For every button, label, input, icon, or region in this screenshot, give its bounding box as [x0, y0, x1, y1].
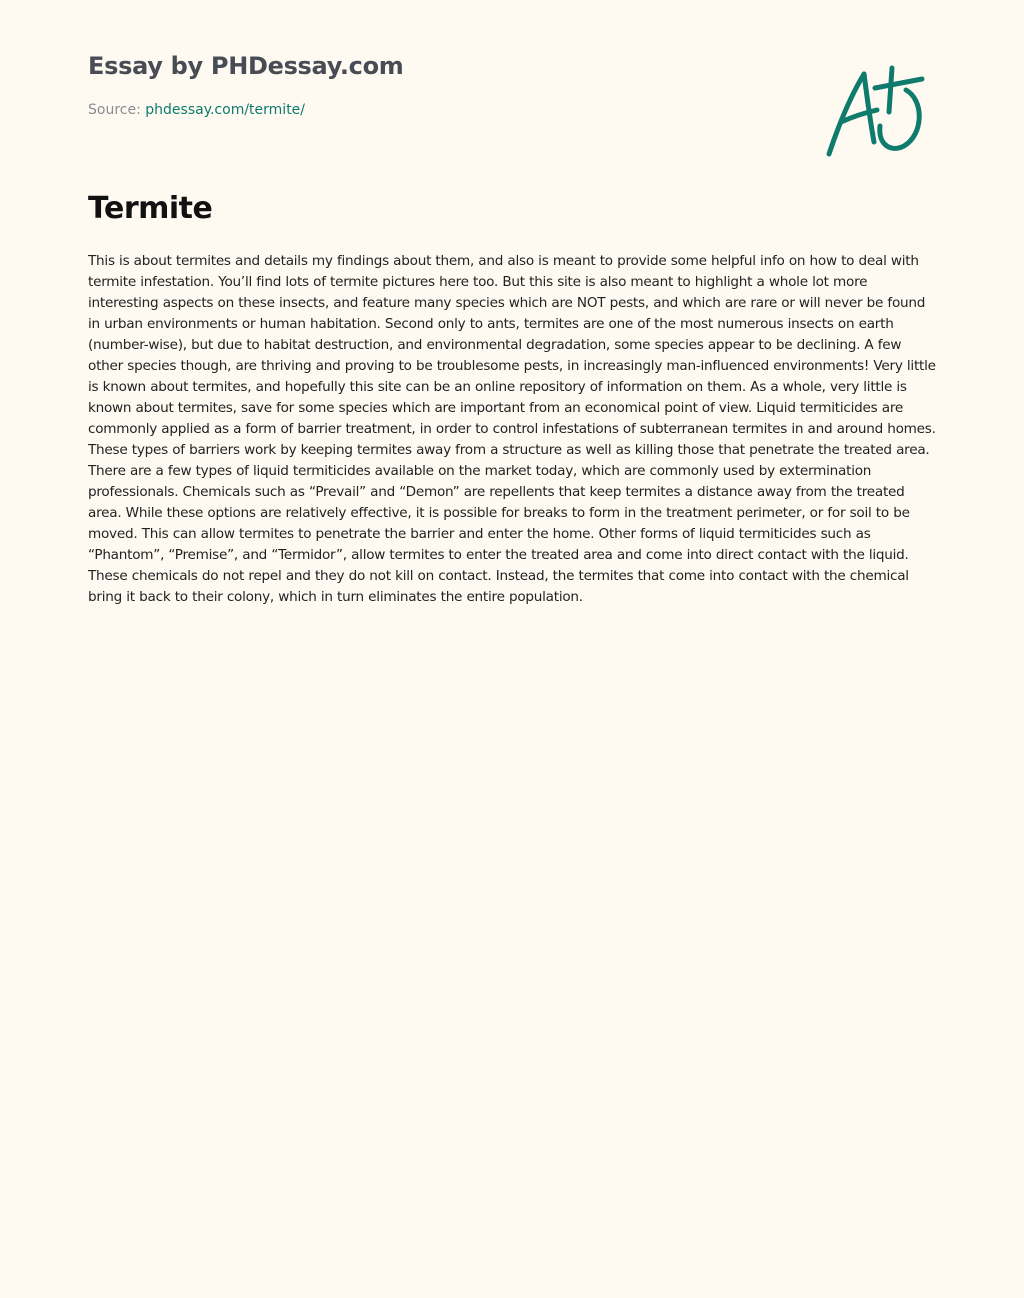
essay-body: This is about termites and details my findings about them, and also is meant to provide some helpful info on how to deal with termite infestation. You’ll find lots of termite pictures here too. But this site is also meant to highlight a whole lot more interesting aspects on these insects, and feature many species which are NOT pests, and which are rare or will never be found in urban environments or human habitation. Second only to ants, termites are one of the most numerous insects on earth (number-wise), but due to habitat destruction, and environmental degradation, some species appear to be declining. A few other species though, are thriving and proving to be troublesome pests, in increasingly man-influenced environments! Very little is known about termites, and hopefully this site can be an online repository of information on them. As a whole, very little is known about termites, save for some species which are important from an economical point of view. Liquid termiticides are commonly applied as a form of barrier treatment, in order to control infestations of subterranean termites in and around homes. These types of barriers work by keeping termites away from a structure as well as killing those that penetrate the treated area. There are a few types of liquid termiticides available on the market today, which are commonly used by extermination professionals. Chemicals such as “Prevail” and “Demon” are repellents that keep termites a distance away from the treated area. While these options are relatively effective, it is possible for breaks to form in the treatment perimeter, or for soil to be moved. This can allow termites to penetrate the barrier and enter the home. Other forms of liquid termiticides such as “Phantom”, “Premise”, and “Termidor”, allow termites to enter the treated area and come into direct contact with the liquid. These chemicals do not repel and they do not kill on contact. Instead, the termites that come into contact with the chemical bring it back to their colony, which in turn eliminates the entire population. — [88, 253, 936, 605]
source-line — [88, 100, 788, 120]
source-link[interactable]: phdessay.com/termite/ — [145, 102, 306, 118]
source-label: Source: — [88, 102, 146, 118]
site-title: Essay by PHDessay.com — [88, 52, 404, 80]
a-plus-grade-logo-icon — [820, 62, 930, 162]
essay-title: Termite — [88, 191, 213, 226]
page-header — [88, 50, 788, 120]
